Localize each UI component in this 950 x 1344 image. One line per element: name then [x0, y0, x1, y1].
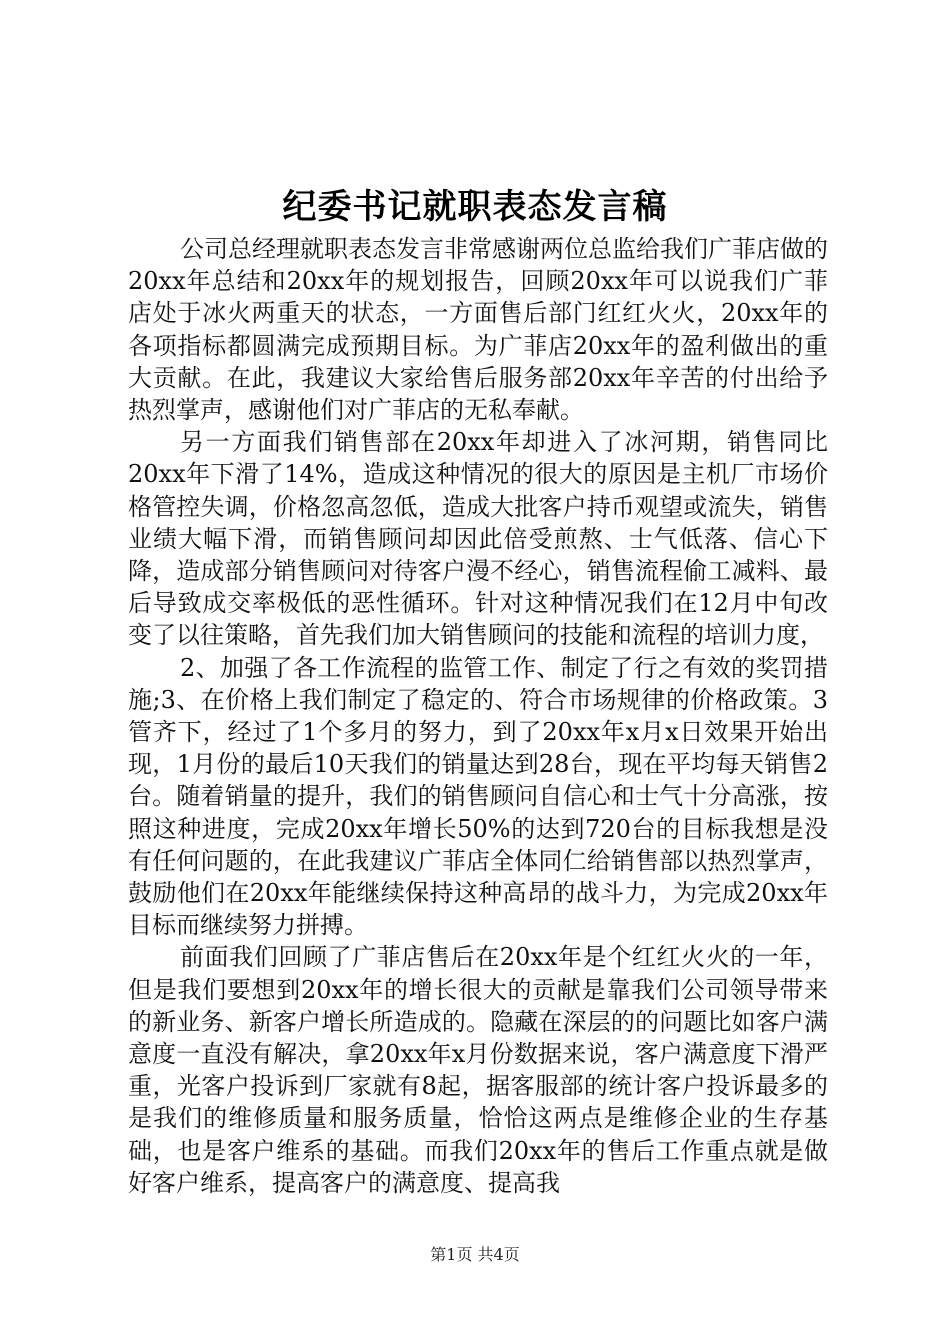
paragraph-3: 2、加强了各工作流程的监管工作、制定了行之有效的奖罚措施;3、在价格上我们制定了稳定的、符合市场规律的价格政策。3管齐下，经过了1个多月的努力，到了20xx年x月x日效果开始出现，1月份的最后10天我们的销量达到28台，现在平均每天销售2台。随着销量的提升，我们的销售顾问自信心和士气十分高涨，按照这种进度，完成20xx年增长50%的达到720台的目标我想是没有任何问题的，在此我建议广菲店全体同仁给销售部以热烈掌声，鼓励他们在20xx年能继续保持这种高昂的战斗力，为完成20xx年目标而继续努力拼搏。 [128, 653, 828, 940]
page-number-footer: 第1页 共4页 [430, 1245, 520, 1264]
paragraph-2: 另一方面我们销售部在20xx年却进入了冰河期，销售同比20xx年下滑了14%，造成这种情况的很大的原因是主机厂市场价格管控失调，价格忽高忽低，造成大批客户持币观望或流失，销售业绩大幅下滑，而销售顾问却因此倍受煎熬、士气低落、信心下降，造成部分销售顾问对待客户漫不经心，销售流程偷工减料、最后导致成交率极低的恶性循环。针对这种情况我们在12月中旬改变了以往策略，首先我们加大销售顾问的技能和流程的培训力度， [128, 428, 828, 650]
document-title: 纪委书记就职表态发言稿 [282, 187, 668, 227]
paragraph-4: 前面我们回顾了广菲店售后在20xx年是个红红火火的一年，但是我们要想到20xx年的增长很大的贡献是靠我们公司领导带来的新业务、新客户增长所造成的。隐藏在深层的的问题比如客户满意度一直没有解决，拿20xx年x月份数据来说，客户满意度下滑严重，光客户投诉到厂家就有8起，据客服部的统计客户投诉最多的是我们的维修质量和服务质量，恰恰这两点是维修企业的生存基础，也是客户维系的基础。而我们20xx年的售后工作重点就是做好客户维系，提高客户的满意度、提高我 [128, 943, 828, 1197]
paragraph-1: 公司总经理就职表态发言非常感谢两位总监给我们广菲店做的20xx年总结和20xx年的规划报告，回顾20xx年可以说我们广菲店处于冰火两重天的状态，一方面售后部门红红火火，20xx年的各项指标都圆满完成预期目标。为广菲店20xx年的盈利做出的重大贡献。在此，我建议大家给售后服务部20xx年辛苦的付出给予热烈掌声，感谢他们对广菲店的无私奉献。 [128, 235, 828, 425]
document-body [128, 233, 828, 1199]
